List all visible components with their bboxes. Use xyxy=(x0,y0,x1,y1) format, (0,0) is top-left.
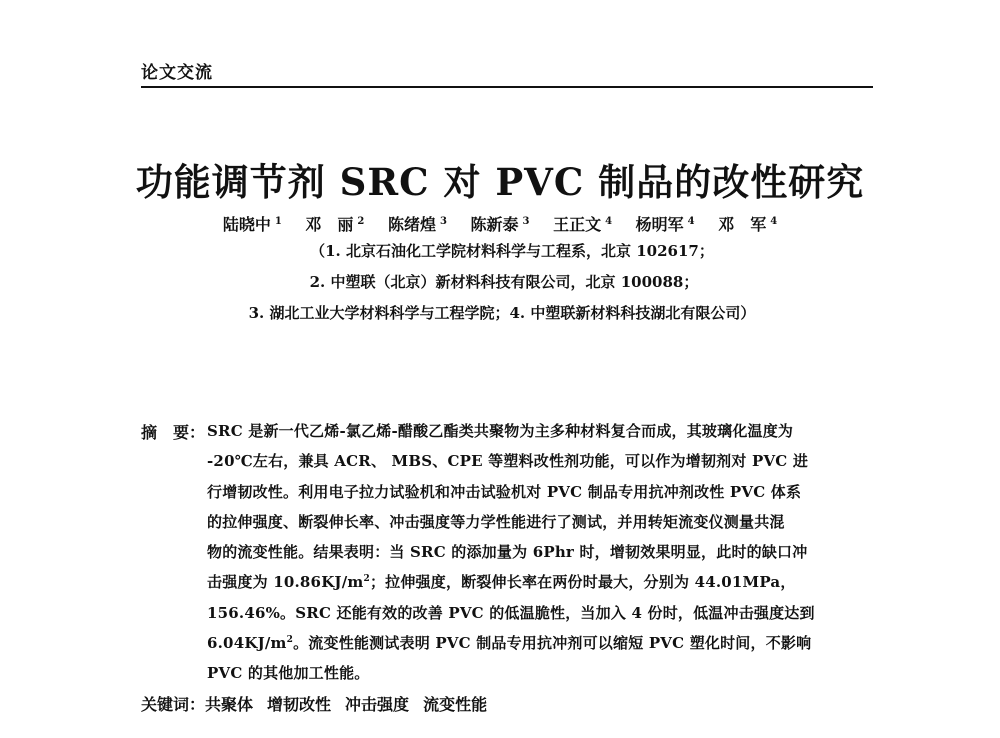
author-name: 杨明军 xyxy=(635,215,684,234)
unit-superscript: 2 xyxy=(363,574,370,584)
affiliation-line-3: 3. 湖北工业大学材料科学与工程学院；4. 中塑联新材料科技湖北有限公司） xyxy=(248,304,756,322)
author xyxy=(471,215,530,234)
author-affiliation-mark: 4 xyxy=(770,215,778,227)
author-name: 邓 丽 xyxy=(305,215,354,234)
author-affiliation-mark: 3 xyxy=(439,215,447,227)
abstract-line: PVC 的其他加工性能。 xyxy=(207,664,370,682)
abstract-line: 156.46%。SRC 还能有效的改善 PVC 的低温脆性，当加入 4 份时，低温冲击强度达到 xyxy=(207,604,815,622)
affiliation-line-2: 2. 中塑联（北京）新材料科技有限公司，北京 100088； xyxy=(309,273,699,291)
unit-superscript: 2 xyxy=(286,635,294,645)
keywords-label: 关键词： xyxy=(141,695,206,714)
author-name: 陈绪煌 xyxy=(387,215,436,234)
author xyxy=(636,215,695,234)
author-name: 陈新泰 xyxy=(470,215,519,234)
author-affiliation-mark: 4 xyxy=(605,215,613,227)
affiliation-line-1: （1. 北京石油化工学院材料科学与工程系，北京 102617； xyxy=(310,242,714,260)
abstract-line xyxy=(207,632,811,653)
author xyxy=(305,215,364,234)
keyword: 冲击强度 xyxy=(345,695,410,714)
keyword: 共聚体 xyxy=(205,695,254,714)
section-header: 论文交流 xyxy=(141,63,213,83)
abstract-label: 摘 要： xyxy=(141,423,206,442)
abstract-text: 。流变性能测试表明 PVC 制品专用抗冲剂可以缩短 PVC 塑化时间，不影响 xyxy=(293,634,812,652)
author xyxy=(388,215,447,234)
abstract-line xyxy=(207,571,796,592)
author xyxy=(718,215,777,234)
abstract-text: ；拉伸强度，断裂伸长率在两份时最大，分别为 44.01MPa， xyxy=(369,573,796,591)
abstract-text: 6.04KJ/m xyxy=(207,634,287,652)
keyword: 流变性能 xyxy=(423,695,488,714)
abstract-line: 的拉伸强度、断裂伸长率、冲击强度等力学性能进行了测试，并用转矩流变仪测量共混 xyxy=(207,513,785,531)
author xyxy=(223,215,282,234)
abstract-line: 物的流变性能。结果表明：当 SRC 的添加量为 6Phr 时，增韧效果明显，此时的缺口冲 xyxy=(207,543,808,561)
author xyxy=(553,215,612,234)
author-name: 陆晓中 xyxy=(222,215,271,234)
author-affiliation-mark: 3 xyxy=(522,215,530,227)
abstract-line: -20℃左右，兼具 ACR、 MBS、CPE 等塑料改性剂功能，可以作为增韧剂对 PVC 进 xyxy=(207,452,809,470)
author-affiliation-mark: 2 xyxy=(357,215,365,227)
keyword: 增韧改性 xyxy=(267,695,332,714)
author-affiliation-mark: 4 xyxy=(687,215,695,227)
keywords xyxy=(141,692,501,715)
author-name: 王正文 xyxy=(553,215,602,234)
paper-title: 功能调节剂 SRC 对 PVC 制品的改性研究 xyxy=(135,160,865,204)
abstract-line: 行增韧改性。利用电子拉力试验机和冲击试验机对 PVC 制品专用抗冲剂改性 PVC 体系 xyxy=(207,483,802,501)
abstract-text: 击强度为 10.86KJ/m xyxy=(207,573,364,591)
author-name: 邓 军 xyxy=(718,215,767,234)
abstract-line: SRC 是新一代乙烯-氯乙烯-醋酸乙酯类共聚物为主多种材料复合而成，其玻璃化温度为 xyxy=(207,422,794,440)
author-affiliation-mark: 1 xyxy=(274,215,282,227)
author-list xyxy=(0,212,1000,235)
header-rule xyxy=(141,86,873,88)
